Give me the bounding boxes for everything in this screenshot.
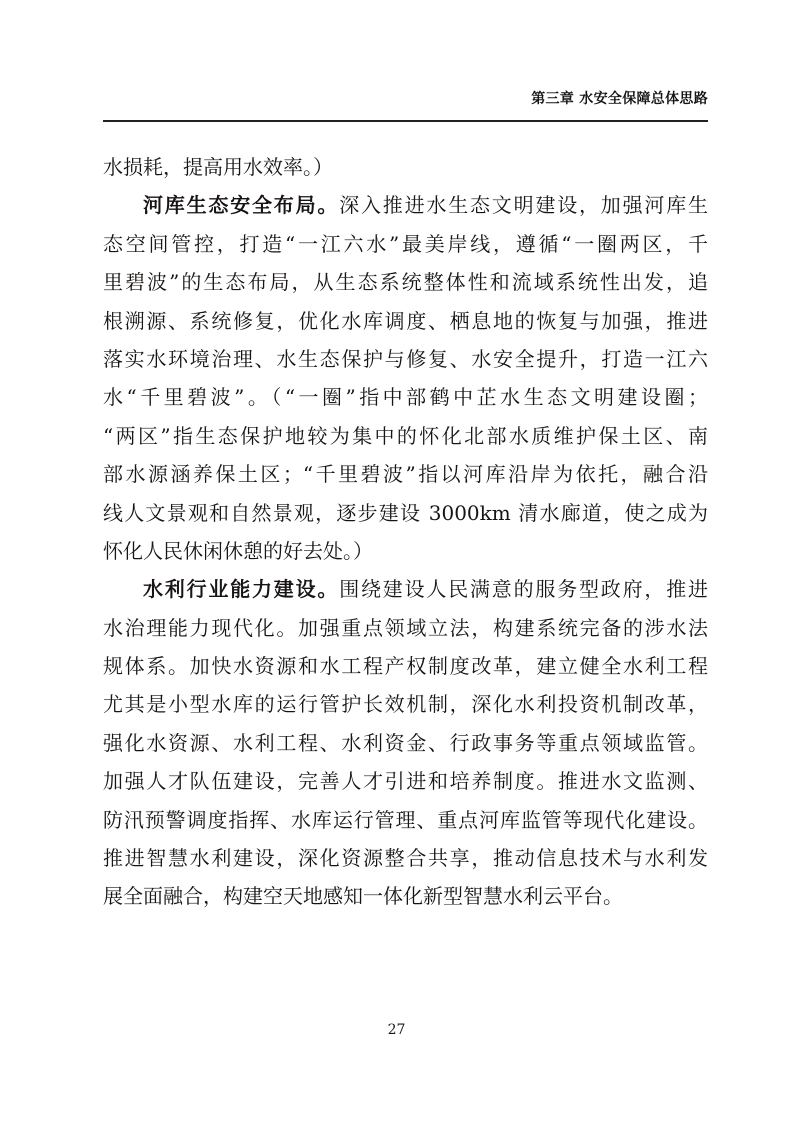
header-rule xyxy=(103,120,708,122)
text-line: 河库生态安全布局。深入推进水生态文明建设，加强河库生 xyxy=(143,193,708,218)
paragraph-lead: 河库生态安全布局。 xyxy=(143,193,340,218)
text-line: 推进智慧水利建设，深化资源整合共享，推动信息技术与水利发 xyxy=(103,846,708,871)
page-number: 27 xyxy=(387,1022,406,1038)
text-line: 落实水环境治理、水生态保护与修复、水安全提升，打造一江六 xyxy=(103,346,708,371)
text-line: 水治理能力现代化。加强重点领域立法，构建系统完备的涉水法 xyxy=(103,615,708,640)
text-line: 防汛预警调度指挥、水库运行管理、重点河库监管等现代化建设。 xyxy=(103,807,708,832)
chapter-heading: 第三章 水安全保障总体思路 xyxy=(531,91,708,107)
paragraph-lead: 水利行业能力建设。 xyxy=(143,577,340,602)
text-line: 加强人才队伍建设，完善人才引进和培养制度。推进水文监测、 xyxy=(103,769,708,794)
document-body xyxy=(103,148,708,916)
paragraph xyxy=(103,186,708,570)
text-line: 水损耗，提高用水效率。） xyxy=(103,155,333,179)
text-line: 里碧波”的生态布局，从生态系统整体性和流域系统性出发，追 xyxy=(103,270,708,295)
page-footer xyxy=(0,1022,793,1038)
text-line: 尤其是小型水库的运行管护长效机制，深化水利投资机制改革， xyxy=(103,692,708,717)
paragraph xyxy=(103,570,708,916)
text-line: 展全面融合，构建空天地感知一体化新型智慧水利云平台。 xyxy=(103,884,623,909)
text-line: 水“千里碧波”。（“一圈”指中部鹤中芷水生态文明建设圈； xyxy=(103,385,708,410)
text-line: 态空间管控，打造“一江六水”最美岸线，遵循“一圈两区，千 xyxy=(103,231,708,256)
text-line: 根溯源、系统修复，优化水库调度、栖息地的恢复与加强，推进 xyxy=(103,308,708,333)
text-line: “两区”指生态保护地较为集中的怀化北部水质维护保土区、南 xyxy=(103,423,708,448)
text-line: 线人文景观和自然景观，逐步建设 3000km 清水廊道，使之成为 xyxy=(103,500,708,525)
text-line: 水利行业能力建设。围绕建设人民满意的服务型政府，推进 xyxy=(143,577,708,602)
text-line: 怀化人民休闲休憩的好去处。） xyxy=(103,538,373,563)
page-header xyxy=(103,88,708,108)
paragraph xyxy=(103,148,708,186)
text-line: 规体系。加快水资源和水工程产权制度改革，建立健全水利工程 xyxy=(103,654,708,679)
text-line: 强化水资源、水利工程、水利资金、行政事务等重点领域监管。 xyxy=(103,730,708,755)
text-line: 部水源涵养保土区；“千里碧波”指以河库沿岸为依托，融合沿 xyxy=(103,462,708,487)
